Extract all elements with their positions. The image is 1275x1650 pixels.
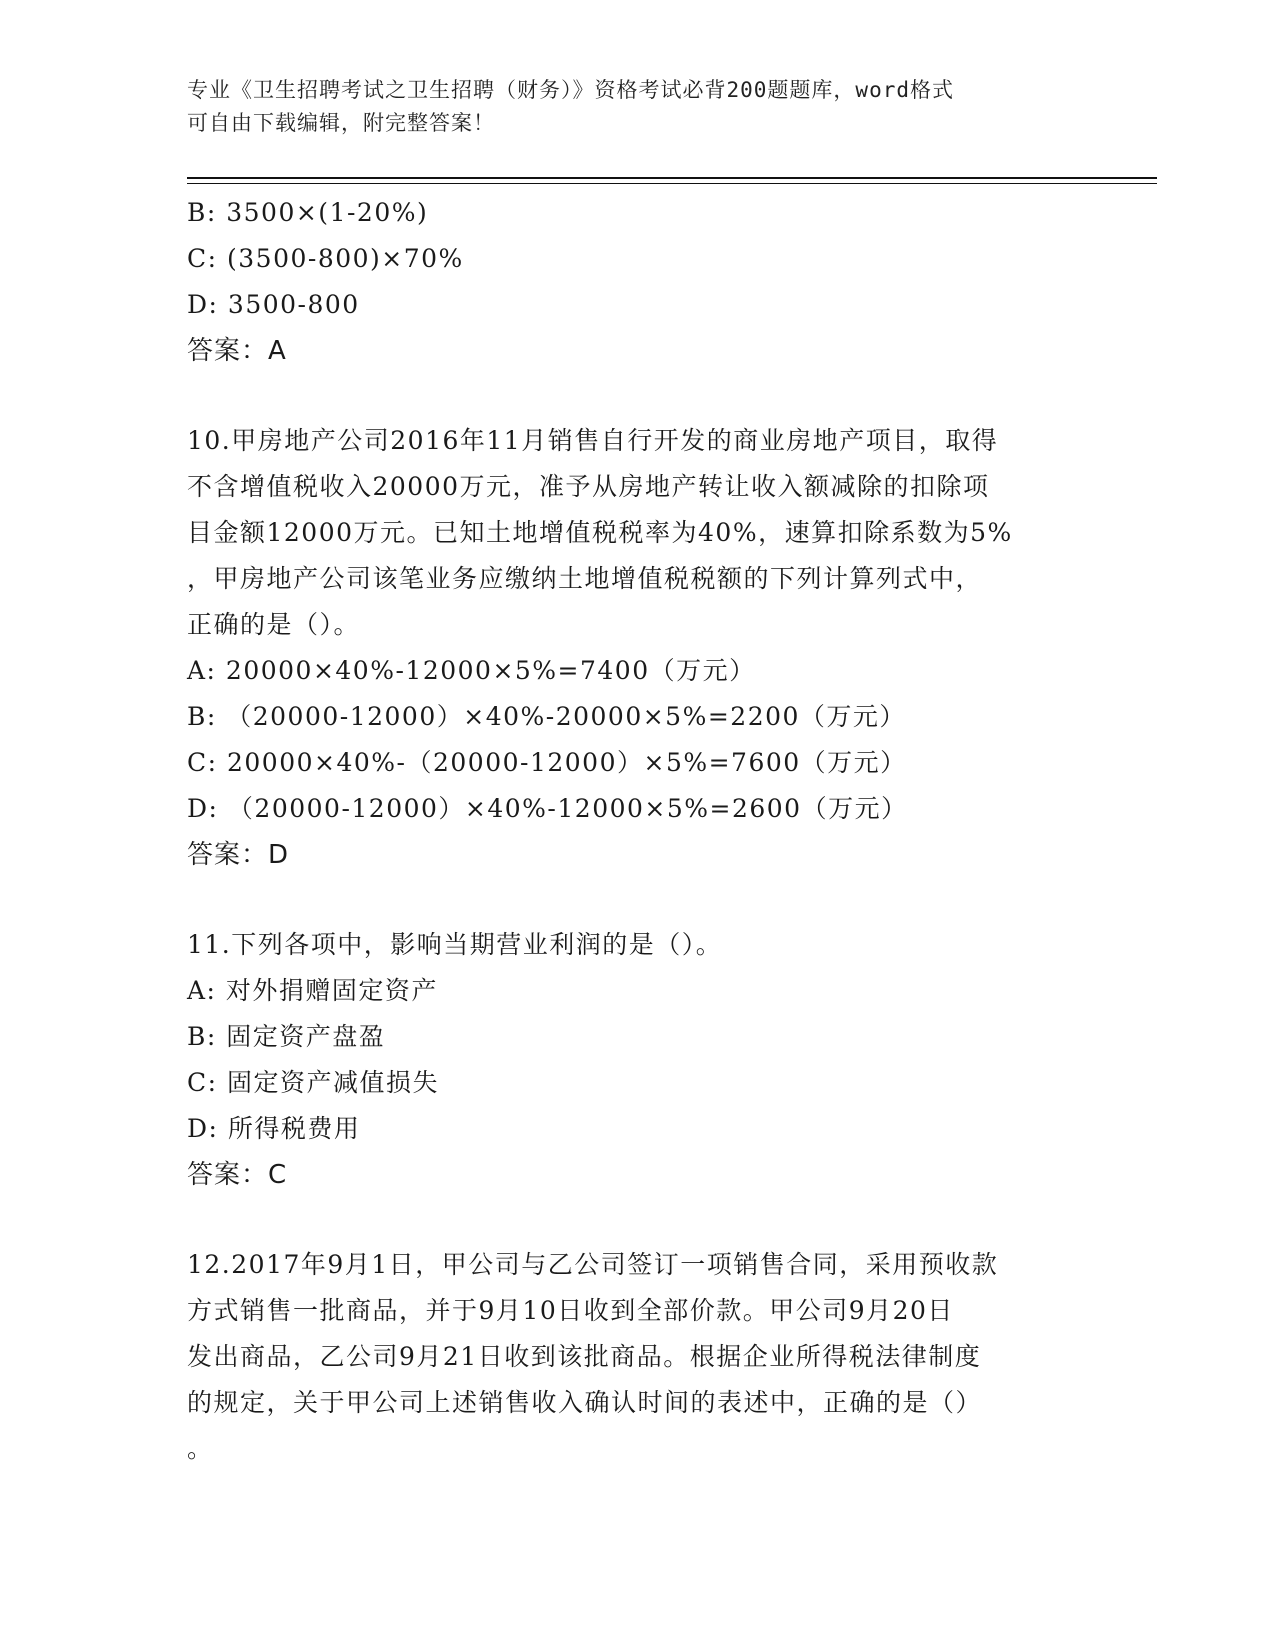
option-c: C: 固定资产减值损失: [187, 1068, 439, 1097]
question-stem-line: 正确的是（）。: [187, 610, 361, 639]
option-a: A: 20000×40%-12000×5%=7400（万元）: [187, 656, 756, 685]
question-stem-line: 不含增值税收入20000万元，准予从房地产转让收入额减除的扣除项: [187, 472, 990, 501]
answer: 答案：A: [187, 336, 287, 366]
question-stem-line: 的规定，关于甲公司上述销售收入确认时间的表述中，正确的是（）: [187, 1388, 983, 1417]
option-b: B: 3500×(1-20%): [187, 198, 429, 227]
question-stem-line: 目金额12000万元。已知土地增值税税率为40%，速算扣除系数为5%: [187, 518, 1013, 547]
question-12: [187, 1242, 1087, 1472]
header-rule-thin: [187, 183, 1157, 184]
option-b: B: （20000-12000）×40%-20000×5%=2200（万元）: [187, 702, 906, 731]
question-9: [187, 190, 1087, 374]
option-d: D: 所得税费用: [187, 1114, 361, 1143]
header-line-2: 可自由下载编辑，附完整答案！: [187, 111, 495, 135]
question-stem-line: ，甲房地产公司该笔业务应缴纳土地增值税税额的下列计算列式中，: [187, 564, 983, 593]
answer: 答案：C: [187, 1160, 288, 1190]
question-stem: 11.下列各项中，影响当期营业利润的是（）。: [187, 930, 723, 959]
question-11: [187, 922, 1087, 1198]
option-d: D: （20000-12000）×40%-12000×5%=2600（万元）: [187, 794, 908, 823]
header-rule-thick: [187, 177, 1157, 179]
option-a: A: 对外捐赠固定资产: [187, 976, 438, 1005]
document-body: [187, 190, 1087, 1472]
question-stem-line: 10.甲房地产公司2016年11月销售自行开发的商业房地产项目，取得: [187, 426, 999, 455]
answer: 答案：D: [187, 840, 290, 870]
option-d: D: 3500-800: [187, 290, 360, 319]
option-c: C: (3500-800)×70%: [187, 244, 464, 273]
option-b: B: 固定资产盘盈: [187, 1022, 386, 1051]
option-c: C: 20000×40%-（20000-12000）×5%=7600（万元）: [187, 748, 907, 777]
question-stem-line: 发出商品，乙公司9月21日收到该批商品。根据企业所得税法律制度: [187, 1342, 982, 1371]
header-line-1: 专业《卫生招聘考试之卫生招聘（财务）》资格考试必背200题题库，word格式: [187, 78, 954, 102]
question-stem-line: 12.2017年9月1日，甲公司与乙公司签订一项销售合同，采用预收款: [187, 1250, 999, 1279]
question-10: [187, 418, 1087, 878]
question-stem-line: 方式销售一批商品，并于9月10日收到全部价款。甲公司9月20日: [187, 1296, 954, 1325]
document-header: [187, 74, 1087, 140]
question-stem-line: 。: [187, 1434, 214, 1463]
